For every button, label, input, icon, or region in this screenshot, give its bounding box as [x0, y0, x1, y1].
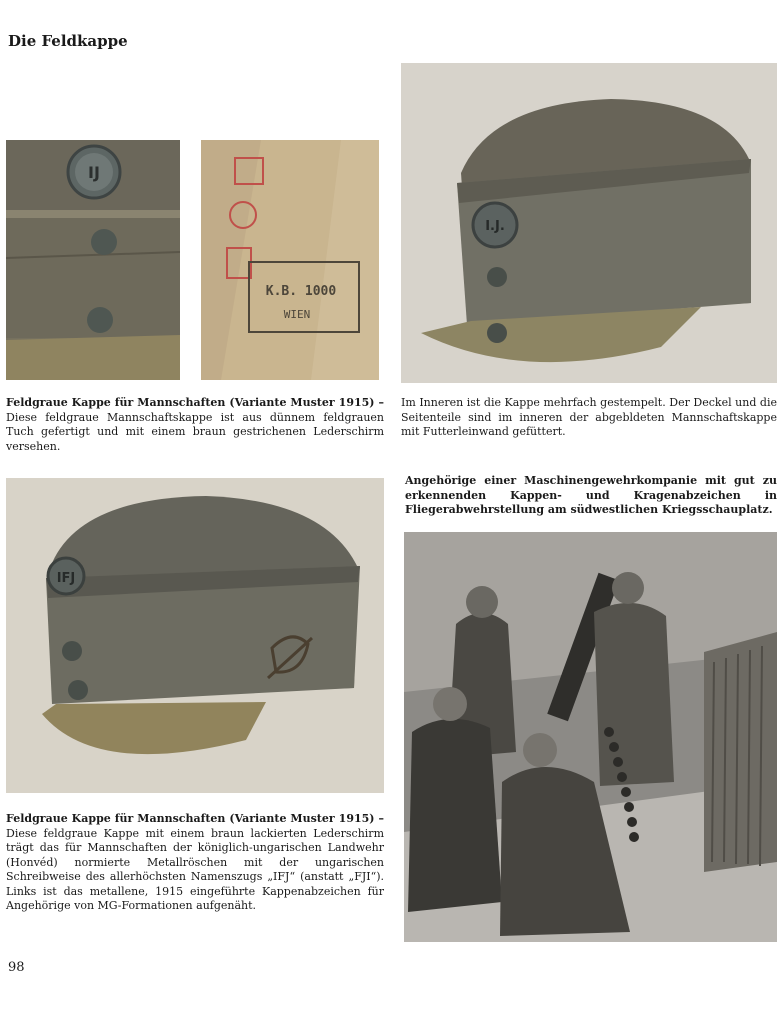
photo-cap-interior-stamps	[201, 140, 379, 380]
photo-cap-full-ifj	[6, 478, 384, 793]
caption-photo-mg	[405, 474, 777, 518]
photo-cap-closeup	[6, 140, 180, 380]
stamp-text-2: WIEN	[283, 308, 311, 321]
page-header: Die Feldkappe	[8, 32, 128, 50]
caption-photo-mg-title: Angehörige einer Maschinengewehrkompanie mit gut zu erkennenden Kappen- und Kragenabzeichen in Fliegerabwehrstellung am südwestlichen Kriegsschauplatz.	[405, 474, 777, 516]
caption-cap-1-title: Feldgraue Kappe für Mannschaften (Variante Muster 1915) –	[6, 396, 384, 409]
badge-ij-text: IJ	[88, 163, 100, 182]
caption-cap-4-body: Diese feldgraue Kappe mit einem braun lackierten Lederschirm trägt das für Mannschaften der königlich-ungarischen Landwehr (Honvéd) normierte Metallröschen mit der ungarischen Schreibweise des allerhöchsten Namenszugs „IFJ“ (anstatt „FJI“). Links ist das metallene, 1915 eingeführte Kappenabzeichen für Angehörige von MG-Formationen aufgenäht.	[6, 826, 384, 912]
photo-cap-full-ij	[401, 63, 777, 383]
page-number: 98	[8, 960, 25, 975]
stamp-text-1: K.B. 1000	[265, 284, 337, 299]
caption-interior	[401, 396, 777, 440]
caption-cap-4-title: Feldgraue Kappe für Mannschaften (Variante Muster 1915) –	[6, 812, 384, 825]
caption-cap-1-body: Diese feldgraue Mannschaftskappe ist aus dünnem feldgrauen Tuch gefertigt und mit einem braun gestrichenen Lederschirm versehen.	[6, 410, 384, 453]
badge-ifj-text: IFJ	[56, 571, 76, 586]
caption-cap-4	[6, 812, 384, 914]
caption-cap-1	[6, 396, 384, 454]
caption-interior-body: Im Inneren ist die Kappe mehrfach gestempelt. Der Deckel und die Seitenteile sind im inneren der abgebldeten Mannschaftskappe mit Futterleinwand gefüttert.	[401, 396, 777, 438]
badge-ij2-text: I.J.	[485, 219, 505, 234]
photo-mg-soldiers	[404, 532, 777, 942]
